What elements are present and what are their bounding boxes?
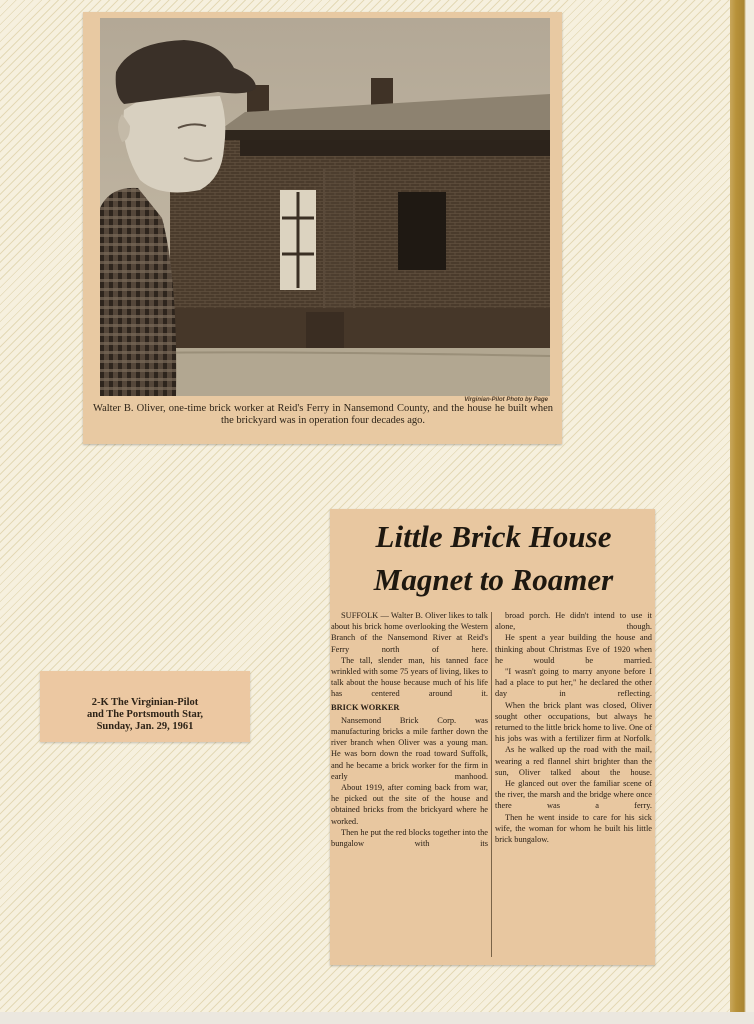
scan-margin [0,1012,754,1024]
article-subhead: BRICK WORKER [331,702,400,712]
headline-line-2: Magnet to Roamer [373,562,614,597]
article-paragraph: broad porch. He didn't intend to use it alone, though. [495,611,652,632]
article-paragraph: Nansemond Brick Corp. was manufacturing bricks a mile farther down the river branch when Oliver was a young man. He was born down the road toward Suffolk, and he became a brick worker for the firm in early manhood. [331,715,488,781]
article-paragraph: He spent a year building the house and thinking about Christmas Eve of 1920 when he would be married. [495,633,652,665]
article-paragraph: About 1919, after coming back from war, he picked out the site of the house and obtained bricks from the brickyard where he worked. [331,783,488,826]
dateline-date: Sunday, Jan. 29, 1961 [96,721,194,732]
article-paragraph: Then he went inside to care for his sick wife, the woman for whom he built his little brick bungalow. [495,812,652,845]
article-paragraph: He glanced out over the familiar scene of the river, the marsh and the bridge where once there was a ferry. [495,779,652,811]
dateline-clipping [40,671,250,742]
article-headline [336,515,651,601]
article-column-right [495,610,652,963]
photo-caption: Walter B. Oliver, one-time brick worker at Reid's Ferry in Nansemond County, and the house he built when the brickyard was in operation four decades ago. [93,403,553,426]
article-paragraph: "I wasn't going to marry anyone before I had a place to put her," he declared the other day in reflecting. [495,667,652,699]
dateline-page-paper: 2-K The Virginian-Pilot [91,697,199,708]
article-paragraph: SUFFOLK — Walter B. Oliver likes to talk about his brick home overlooking the Western Branch of the Nansemond River at Reid's Ferry north of here. [331,611,488,654]
page-gold-edge [730,0,754,1024]
window-right [398,192,446,270]
article-paragraph: The tall, slender man, his tanned face wrinkled with some 75 years of living, likes to talk about the house because much of his life has centered around it. [331,655,488,699]
photo-credit: Virginian-Pilot Photo by Page [464,397,548,403]
house-photo [100,18,550,396]
article-column-left [331,610,488,963]
dateline-paper-name: and The Portsmouth Star, [86,709,204,720]
photo-clipping [83,12,562,444]
headline-line-1: Little Brick House [375,519,612,554]
article-paragraph: Then he put the red blocks together into the bungalow with its [331,827,488,849]
article-paragraph: As he walked up the road with the mail, wearing a red flannel shirt brighter than the sun, Oliver talked about the house. [495,745,652,777]
article-paragraph: When the brick plant was closed, Oliver sought other occupations, but always he returned to the little brick home to live. One of his jobs was with a fertilizer firm at Norfolk. [495,700,652,744]
article-clipping [330,509,655,965]
column-rule [491,612,492,957]
